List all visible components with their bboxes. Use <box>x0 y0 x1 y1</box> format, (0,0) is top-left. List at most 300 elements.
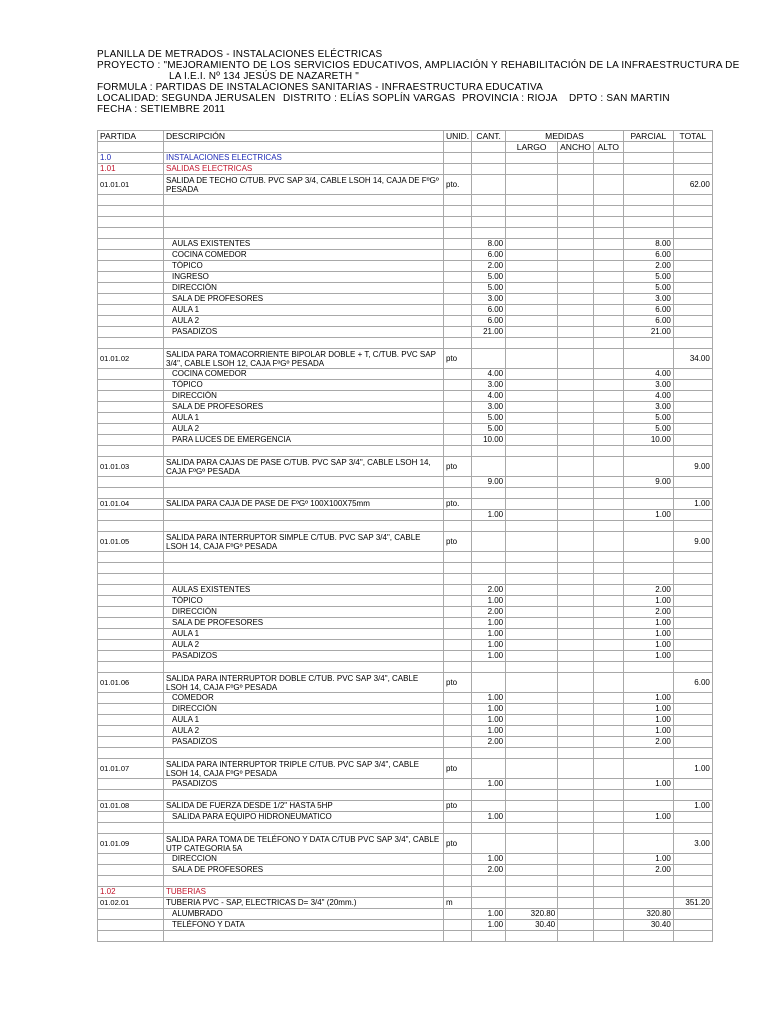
ancho-cell <box>558 206 594 217</box>
partida-cell <box>98 618 164 629</box>
descripcion-cell <box>164 563 444 574</box>
largo-cell <box>506 854 558 865</box>
largo-cell <box>506 585 558 596</box>
parcial-cell: 1.00 <box>623 629 673 640</box>
unid-cell <box>444 715 472 726</box>
table-row <box>98 164 713 175</box>
partida-cell <box>98 704 164 715</box>
alto-cell <box>593 629 623 640</box>
partida-cell <box>98 228 164 239</box>
unid-cell <box>444 369 472 380</box>
table-row <box>98 402 713 413</box>
parcial-cell: 30.40 <box>623 920 673 931</box>
alto-cell <box>593 876 623 887</box>
unid-cell <box>444 228 472 239</box>
partida-cell <box>98 748 164 759</box>
parcial-cell: 3.00 <box>623 402 673 413</box>
descripcion-cell: DIRECCIÓN <box>164 704 444 715</box>
ancho-cell <box>558 931 594 942</box>
unid-cell <box>444 596 472 607</box>
table-row <box>98 812 713 823</box>
alto-cell <box>593 239 623 250</box>
parcial-cell <box>623 446 673 457</box>
partida-cell <box>98 552 164 563</box>
cant-cell: 2.00 <box>472 585 506 596</box>
descripcion-cell: SALIDA PARA CAJAS DE PASE C/TUB. PVC SAP 3/4", CABLE LSOH 14, CAJA FºGº PESADA <box>164 457 444 477</box>
alto-cell <box>593 887 623 898</box>
largo-cell <box>506 651 558 662</box>
cant-cell: 3.00 <box>472 294 506 305</box>
ancho-cell <box>558 402 594 413</box>
largo-cell <box>506 521 558 532</box>
unid-cell <box>444 153 472 164</box>
total-cell <box>673 909 712 920</box>
alto-cell <box>593 823 623 834</box>
cant-cell: 2.00 <box>472 261 506 272</box>
alto-cell <box>593 779 623 790</box>
unid-cell <box>444 920 472 931</box>
partida-cell <box>98 239 164 250</box>
unid-cell <box>444 239 472 250</box>
partida-cell <box>98 369 164 380</box>
cant-cell <box>472 662 506 673</box>
table-row <box>98 250 713 261</box>
largo-cell <box>506 195 558 206</box>
descripcion-cell <box>164 195 444 206</box>
total-cell <box>673 338 712 349</box>
ancho-cell <box>558 228 594 239</box>
unid-cell <box>444 164 472 175</box>
alto-cell <box>593 931 623 942</box>
parcial-cell: 2.00 <box>623 865 673 876</box>
table-row <box>98 585 713 596</box>
table-row <box>98 887 713 898</box>
table-header-row <box>98 131 713 142</box>
largo-cell <box>506 261 558 272</box>
partida-cell: 01.01.08 <box>98 801 164 812</box>
ancho-cell <box>558 876 594 887</box>
col-cant: CANT. <box>472 131 506 142</box>
ancho-cell <box>558 532 594 552</box>
unid-cell <box>444 662 472 673</box>
total-cell <box>673 272 712 283</box>
largo-cell <box>506 887 558 898</box>
alto-cell <box>593 834 623 854</box>
descripcion-cell: AULA 1 <box>164 629 444 640</box>
largo-cell <box>506 488 558 499</box>
descripcion-cell: AULA 2 <box>164 726 444 737</box>
table-row <box>98 909 713 920</box>
descripcion-cell: SALIDA PARA INTERRUPTOR SIMPLE C/TUB. PVC SAP 3/4", CABLE LSOH 14, CAJA FºGº PESADA <box>164 532 444 552</box>
parcial-cell: 3.00 <box>623 294 673 305</box>
total-cell: 351.20 <box>673 898 712 909</box>
parcial-cell <box>623 898 673 909</box>
partida-cell: 01.01.06 <box>98 673 164 693</box>
descripcion-cell: SALIDA PARA CAJA DE PASE DE FºGº 100X100X75mm <box>164 499 444 510</box>
ancho-cell <box>558 261 594 272</box>
formula-line: FORMULA : PARTIDAS DE INSTALACIONES SANITARIAS - INFRAESTRUCTURA EDUCATIVA <box>97 82 543 93</box>
descripcion-cell: SALIDA DE TECHO C/TUB. PVC SAP 3/4, CABLE LSOH 14, CAJA DE FºGº PESADA <box>164 175 444 195</box>
total-cell <box>673 876 712 887</box>
descripcion-cell: AULAS EXISTENTES <box>164 239 444 250</box>
alto-cell <box>593 228 623 239</box>
largo-cell <box>506 574 558 585</box>
alto-cell <box>593 640 623 651</box>
total-cell <box>673 651 712 662</box>
partida-cell <box>98 651 164 662</box>
cant-cell <box>472 563 506 574</box>
project-line-2: LA I.E.I. Nº 134 JESÚS DE NAZARETH " <box>169 71 360 82</box>
total-cell <box>673 510 712 521</box>
total-cell <box>673 164 712 175</box>
cant-cell: 6.00 <box>472 316 506 327</box>
largo-cell <box>506 446 558 457</box>
ancho-cell <box>558 435 594 446</box>
alto-cell <box>593 413 623 424</box>
parcial-cell: 5.00 <box>623 413 673 424</box>
partida-cell <box>98 424 164 435</box>
total-cell: 1.00 <box>673 801 712 812</box>
parcial-cell: 6.00 <box>623 250 673 261</box>
descripcion-cell <box>164 790 444 801</box>
alto-cell <box>593 563 623 574</box>
unid-cell <box>444 737 472 748</box>
unid-cell <box>444 424 472 435</box>
total-cell <box>673 413 712 424</box>
table-row <box>98 153 713 164</box>
largo-cell <box>506 596 558 607</box>
parcial-cell: 21.00 <box>623 327 673 338</box>
col-medidas: MEDIDAS <box>506 131 624 142</box>
parcial-cell <box>623 662 673 673</box>
table-row <box>98 596 713 607</box>
ancho-cell <box>558 369 594 380</box>
table-row <box>98 673 713 693</box>
cant-cell <box>472 164 506 175</box>
total-cell: 9.00 <box>673 457 712 477</box>
table-row <box>98 801 713 812</box>
descripcion-cell: TÓPICO <box>164 261 444 272</box>
table-row <box>98 715 713 726</box>
largo-cell <box>506 283 558 294</box>
cant-cell <box>472 532 506 552</box>
cant-cell: 1.00 <box>472 693 506 704</box>
descripcion-cell <box>164 228 444 239</box>
ancho-cell <box>558 715 594 726</box>
alto-cell <box>593 920 623 931</box>
descripcion-cell: COMEDOR <box>164 693 444 704</box>
cant-cell: 1.00 <box>472 651 506 662</box>
partida-cell <box>98 585 164 596</box>
table-row <box>98 457 713 477</box>
ancho-cell <box>558 887 594 898</box>
cant-cell <box>472 153 506 164</box>
total-cell <box>673 865 712 876</box>
descripcion-cell <box>164 748 444 759</box>
parcial-cell <box>623 217 673 228</box>
partida-cell <box>98 327 164 338</box>
unid-cell <box>444 488 472 499</box>
largo-cell <box>506 898 558 909</box>
cant-cell: 1.00 <box>472 704 506 715</box>
largo-cell <box>506 532 558 552</box>
table-subheader-row <box>98 142 713 153</box>
total-cell <box>673 887 712 898</box>
unid-cell <box>444 261 472 272</box>
parcial-cell: 1.00 <box>623 779 673 790</box>
total-cell <box>673 596 712 607</box>
alto-cell <box>593 261 623 272</box>
unid-cell <box>444 195 472 206</box>
descripcion-cell: PASADIZOS <box>164 737 444 748</box>
alto-cell <box>593 153 623 164</box>
partida-cell <box>98 812 164 823</box>
total-cell <box>673 737 712 748</box>
parcial-cell: 2.00 <box>623 607 673 618</box>
alto-cell <box>593 477 623 488</box>
ancho-cell <box>558 585 594 596</box>
partida-cell <box>98 715 164 726</box>
table-row <box>98 488 713 499</box>
total-cell <box>673 402 712 413</box>
unid-cell <box>444 823 472 834</box>
cant-cell <box>472 349 506 369</box>
alto-cell <box>593 812 623 823</box>
cant-cell: 1.00 <box>472 596 506 607</box>
parcial-cell: 5.00 <box>623 272 673 283</box>
unid-cell: pto <box>444 532 472 552</box>
table-row <box>98 748 713 759</box>
unid-cell <box>444 854 472 865</box>
descripcion-cell: DIRECCIÓN <box>164 283 444 294</box>
cant-cell: 5.00 <box>472 413 506 424</box>
unid-cell: pto <box>444 834 472 854</box>
total-cell: 9.00 <box>673 532 712 552</box>
total-cell <box>673 790 712 801</box>
partida-cell <box>98 316 164 327</box>
unid-cell <box>444 812 472 823</box>
table-row <box>98 618 713 629</box>
total-cell <box>673 153 712 164</box>
total-cell <box>673 424 712 435</box>
largo-cell <box>506 499 558 510</box>
parcial-cell <box>623 887 673 898</box>
partida-cell <box>98 338 164 349</box>
partida-cell <box>98 261 164 272</box>
parcial-cell <box>623 790 673 801</box>
largo-cell <box>506 834 558 854</box>
unid-cell: m <box>444 898 472 909</box>
descripcion-cell <box>164 446 444 457</box>
cant-cell <box>472 834 506 854</box>
parcial-cell <box>623 195 673 206</box>
unid-cell <box>444 876 472 887</box>
alto-cell <box>593 673 623 693</box>
ancho-cell <box>558 779 594 790</box>
cant-cell: 1.00 <box>472 779 506 790</box>
total-cell <box>673 369 712 380</box>
parcial-cell <box>623 673 673 693</box>
table-row <box>98 239 713 250</box>
partida-cell <box>98 413 164 424</box>
descripcion-cell: SALIDA DE FUERZA DESDE 1/2" HASTA 5HP <box>164 801 444 812</box>
descripcion-cell: SALA DE PROFESORES <box>164 294 444 305</box>
descripcion-cell: AULAS EXISTENTES <box>164 585 444 596</box>
partida-cell <box>98 283 164 294</box>
unid-cell <box>444 651 472 662</box>
parcial-cell <box>623 823 673 834</box>
ancho-cell <box>558 854 594 865</box>
table-row <box>98 510 713 521</box>
cant-cell: 4.00 <box>472 391 506 402</box>
project-line-1: PROYECTO : "MEJORAMIENTO DE LOS SERVICIOS EDUCATIVOS, AMPLIACIÓN Y REHABILITACIÓN DE LA INFRAESTRUCTURA DE <box>97 60 740 71</box>
descripcion-cell: DIRECCIÓN <box>164 607 444 618</box>
descripcion-cell: SALIDA PARA TOMA DE TELÉFONO Y DATA C/TUB PVC SAP 3/4", CABLE UTP CATEGORIA 5A <box>164 834 444 854</box>
ancho-cell <box>558 607 594 618</box>
descripcion-cell <box>164 552 444 563</box>
descripcion-cell: AULA 1 <box>164 413 444 424</box>
descripcion-cell: PASADIZOS <box>164 779 444 790</box>
unid-cell <box>444 217 472 228</box>
unid-cell <box>444 446 472 457</box>
cant-cell: 1.00 <box>472 920 506 931</box>
cant-cell <box>472 887 506 898</box>
partida-cell <box>98 865 164 876</box>
ancho-cell <box>558 662 594 673</box>
largo-cell <box>506 715 558 726</box>
largo-cell <box>506 164 558 175</box>
parcial-cell: 1.00 <box>623 510 673 521</box>
unid-cell <box>444 574 472 585</box>
largo-cell <box>506 327 558 338</box>
parcial-cell: 320.80 <box>623 909 673 920</box>
table-row <box>98 272 713 283</box>
table-row <box>98 931 713 942</box>
cant-cell: 4.00 <box>472 369 506 380</box>
document-header <box>97 49 740 115</box>
partida-cell <box>98 446 164 457</box>
descripcion-cell: TÓPICO <box>164 380 444 391</box>
alto-cell <box>593 283 623 294</box>
total-cell <box>673 693 712 704</box>
cant-cell: 2.00 <box>472 607 506 618</box>
cant-cell: 5.00 <box>472 283 506 294</box>
total-cell: 34.00 <box>673 349 712 369</box>
total-cell <box>673 704 712 715</box>
alto-cell <box>593 327 623 338</box>
parcial-cell: 1.00 <box>623 726 673 737</box>
descripcion-cell <box>164 217 444 228</box>
unid-cell: pto <box>444 759 472 779</box>
alto-cell <box>593 532 623 552</box>
descripcion-cell: SALIDA PARA INTERRUPTOR DOBLE C/TUB. PVC SAP 3/4", CABLE LSOH 14, CAJA FºGº PESADA <box>164 673 444 693</box>
parcial-cell: 5.00 <box>623 424 673 435</box>
partida-cell: 01.01.05 <box>98 532 164 552</box>
descripcion-cell <box>164 521 444 532</box>
ancho-cell <box>558 759 594 779</box>
ancho-cell <box>558 153 594 164</box>
parcial-cell: 6.00 <box>623 316 673 327</box>
total-cell: 1.00 <box>673 759 712 779</box>
total-cell <box>673 239 712 250</box>
largo-cell <box>506 876 558 887</box>
table-row <box>98 693 713 704</box>
ancho-cell <box>558 391 594 402</box>
parcial-cell <box>623 574 673 585</box>
table-row <box>98 920 713 931</box>
total-cell <box>673 305 712 316</box>
alto-cell <box>593 521 623 532</box>
parcial-cell: 2.00 <box>623 585 673 596</box>
descripcion-cell <box>164 488 444 499</box>
date-line: FECHA : SETIEMBRE 2011 <box>97 104 226 115</box>
parcial-cell: 1.00 <box>623 640 673 651</box>
partida-cell <box>98 391 164 402</box>
descripcion-cell: AULA 2 <box>164 640 444 651</box>
largo-cell <box>506 206 558 217</box>
partida-cell: 01.01.04 <box>98 499 164 510</box>
alto-cell <box>593 316 623 327</box>
unid-cell <box>444 887 472 898</box>
partida-cell <box>98 402 164 413</box>
ancho-cell <box>558 909 594 920</box>
cant-cell <box>472 790 506 801</box>
largo-cell <box>506 865 558 876</box>
largo-cell <box>506 931 558 942</box>
partida-cell: 01.01.03 <box>98 457 164 477</box>
largo-cell <box>506 673 558 693</box>
parcial-cell <box>623 488 673 499</box>
total-cell <box>673 931 712 942</box>
ancho-cell <box>558 380 594 391</box>
cant-cell: 5.00 <box>472 424 506 435</box>
alto-cell <box>593 294 623 305</box>
ancho-cell <box>558 618 594 629</box>
table-row <box>98 876 713 887</box>
alto-cell <box>593 402 623 413</box>
largo-cell <box>506 153 558 164</box>
largo-cell <box>506 380 558 391</box>
cant-cell: 3.00 <box>472 380 506 391</box>
descripcion-cell <box>164 662 444 673</box>
largo-cell: 320.80 <box>506 909 558 920</box>
ancho-cell <box>558 673 594 693</box>
alto-cell <box>593 499 623 510</box>
partida-cell <box>98 294 164 305</box>
partida-cell <box>98 488 164 499</box>
parcial-cell: 9.00 <box>623 477 673 488</box>
unid-cell <box>444 704 472 715</box>
total-cell: 6.00 <box>673 673 712 693</box>
partida-cell: 01.01.09 <box>98 834 164 854</box>
descripcion-cell: COCINA COMEDOR <box>164 369 444 380</box>
ancho-cell <box>558 338 594 349</box>
cant-cell: 1.00 <box>472 726 506 737</box>
table-row <box>98 898 713 909</box>
total-cell <box>673 380 712 391</box>
total-cell: 3.00 <box>673 834 712 854</box>
total-cell <box>673 217 712 228</box>
cant-cell <box>472 673 506 693</box>
unid-cell: pto. <box>444 175 472 195</box>
table-row <box>98 338 713 349</box>
parcial-cell: 2.00 <box>623 737 673 748</box>
largo-cell <box>506 402 558 413</box>
largo-cell <box>506 457 558 477</box>
cant-cell <box>472 217 506 228</box>
cant-cell <box>472 748 506 759</box>
table-row <box>98 532 713 552</box>
